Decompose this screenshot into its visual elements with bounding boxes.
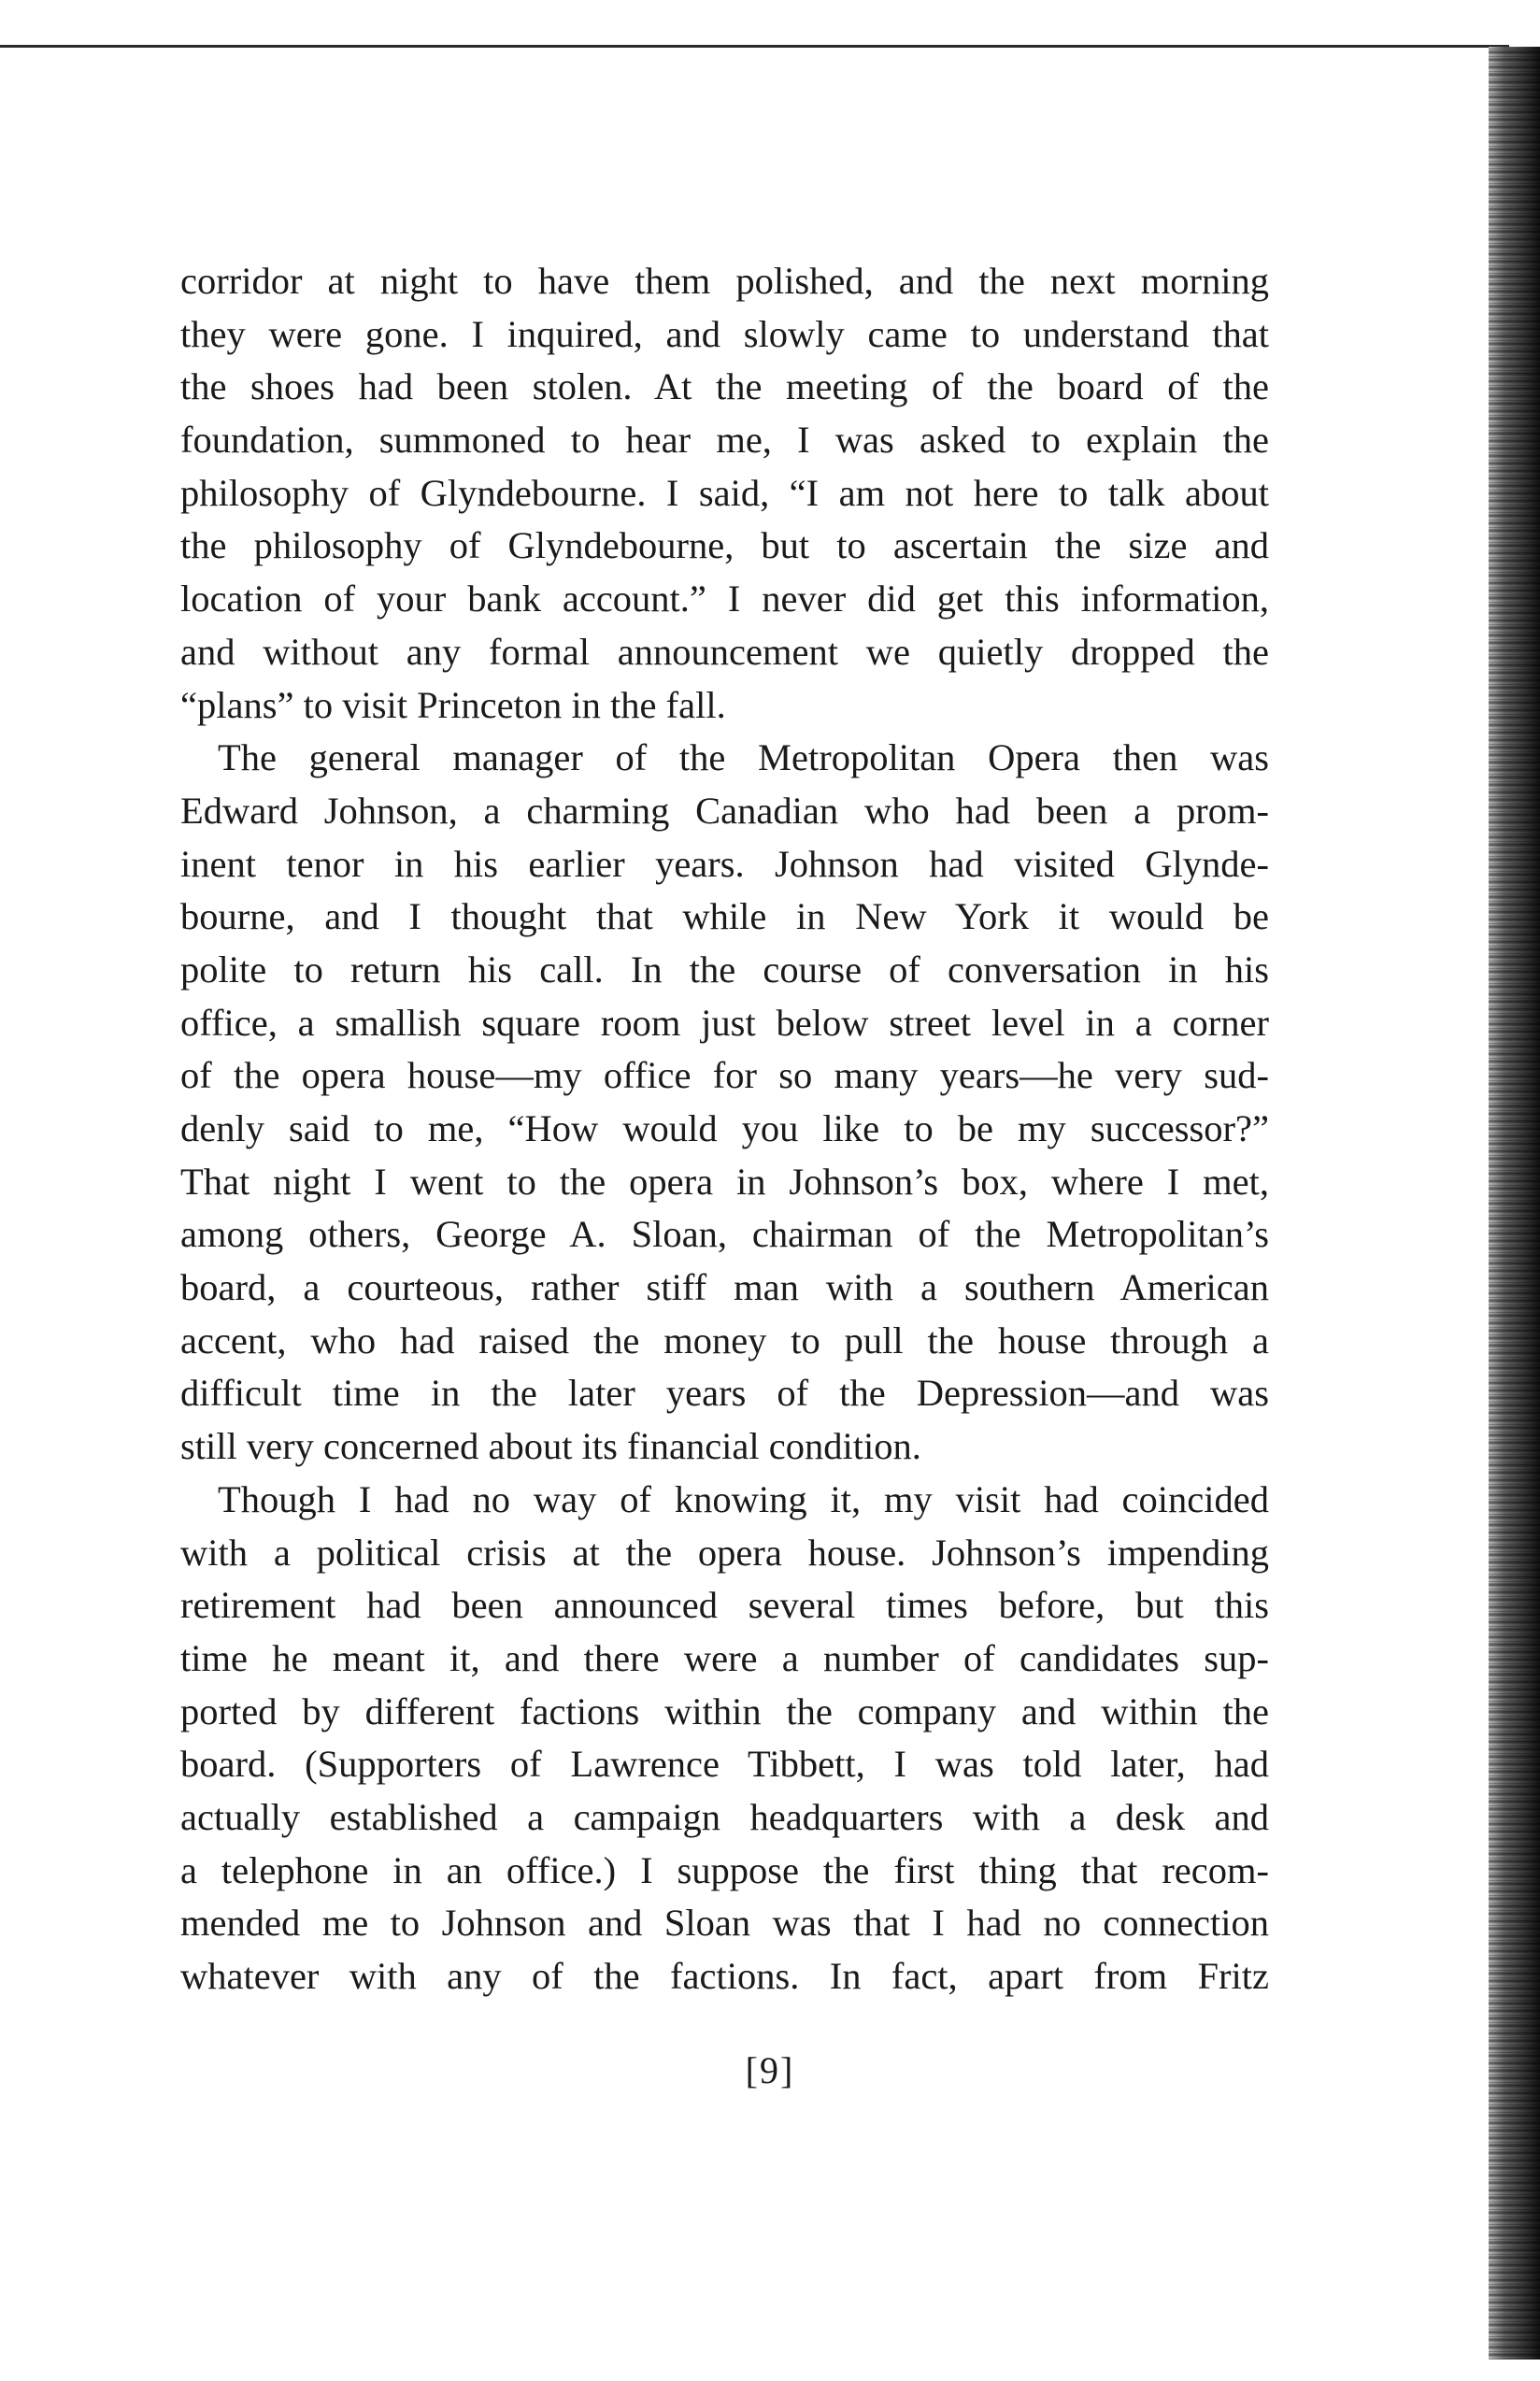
text-line: with a political crisis at the opera house. Johnson’s impending	[180, 1531, 1269, 1574]
text-line: retirement had been announced several times before, but this	[180, 1584, 1269, 1627]
text-line: actually established a campaign headquarters with a desk and	[180, 1795, 1269, 1838]
text-line: bourne, and I thought that while in New York it would be	[180, 895, 1269, 938]
text-line: Though I had no way of knowing it, my visit had coincided	[218, 1477, 1269, 1520]
top-rule	[0, 45, 1509, 48]
text-line: office, a smallish square room just below street level in a corner	[180, 1001, 1269, 1044]
text-line: corridor at night to have them polished, and the next morning	[180, 260, 1269, 302]
text-line: ported by different factions within the company and within the	[180, 1690, 1269, 1732]
page-number: [9]	[745, 2049, 795, 2091]
text-line: among others, George A. Sloan, chairman of the Metropolitan’s	[180, 1213, 1269, 1256]
text-line: they were gone. I inquired, and slowly came to understand that	[180, 312, 1269, 355]
text-line: Edward Johnson, a charming Canadian who had been a prom-	[180, 789, 1269, 832]
text-line: board, a courteous, rather stiff man with a southern American	[180, 1266, 1269, 1309]
text-line: denly said to me, “How would you like to be my successor?”	[180, 1107, 1269, 1149]
text-line: whatever with any of the factions. In fact, apart from Fritz	[180, 1955, 1269, 1997]
text-line: the shoes had been stolen. At the meeting of the board of the	[180, 365, 1269, 408]
text-line: mended me to Johnson and Sloan was that I had no connection	[180, 1902, 1269, 1945]
text-line: inent tenor in his earlier years. Johnson had visited Glynde-	[180, 842, 1269, 885]
text-line: philosophy of Glyndebourne. I said, “I am not here to talk about	[180, 471, 1269, 514]
text-line: The general manager of the Metropolitan Opera then was	[218, 736, 1269, 779]
scan-edge-shadow	[1489, 47, 1540, 2360]
text-line: foundation, summoned to hear me, I was asked to explain the	[180, 419, 1269, 462]
body-text	[180, 255, 1269, 2003]
text-line: That night I went to the opera in Johnson’s box, where I met,	[180, 1160, 1269, 1203]
text-line: of the opera house—my office for so many years—he very sud-	[180, 1054, 1269, 1097]
text-line: polite to return his call. In the course of conversation in his	[180, 948, 1269, 991]
text-line: still very concerned about its financial condition.	[180, 1425, 921, 1468]
text-line: the philosophy of Glyndebourne, but to ascertain the size and	[180, 524, 1269, 567]
text-line: board. (Supporters of Lawrence Tibbett, I was told later, had	[180, 1743, 1269, 1786]
text-line: a telephone in an office.) I suppose the first thing that recom-	[180, 1848, 1269, 1891]
text-line: location of your bank account.” I never did get this information,	[180, 577, 1269, 620]
text-line: “plans” to visit Princeton in the fall.	[180, 683, 726, 726]
text-line: and without any formal announcement we quietly dropped the	[180, 630, 1269, 673]
text-line: time he meant it, and there were a number of candidates sup-	[180, 1636, 1269, 1679]
text-line: accent, who had raised the money to pull the house through a	[180, 1319, 1269, 1362]
text-line: difficult time in the later years of the Depression—and was	[180, 1372, 1269, 1415]
